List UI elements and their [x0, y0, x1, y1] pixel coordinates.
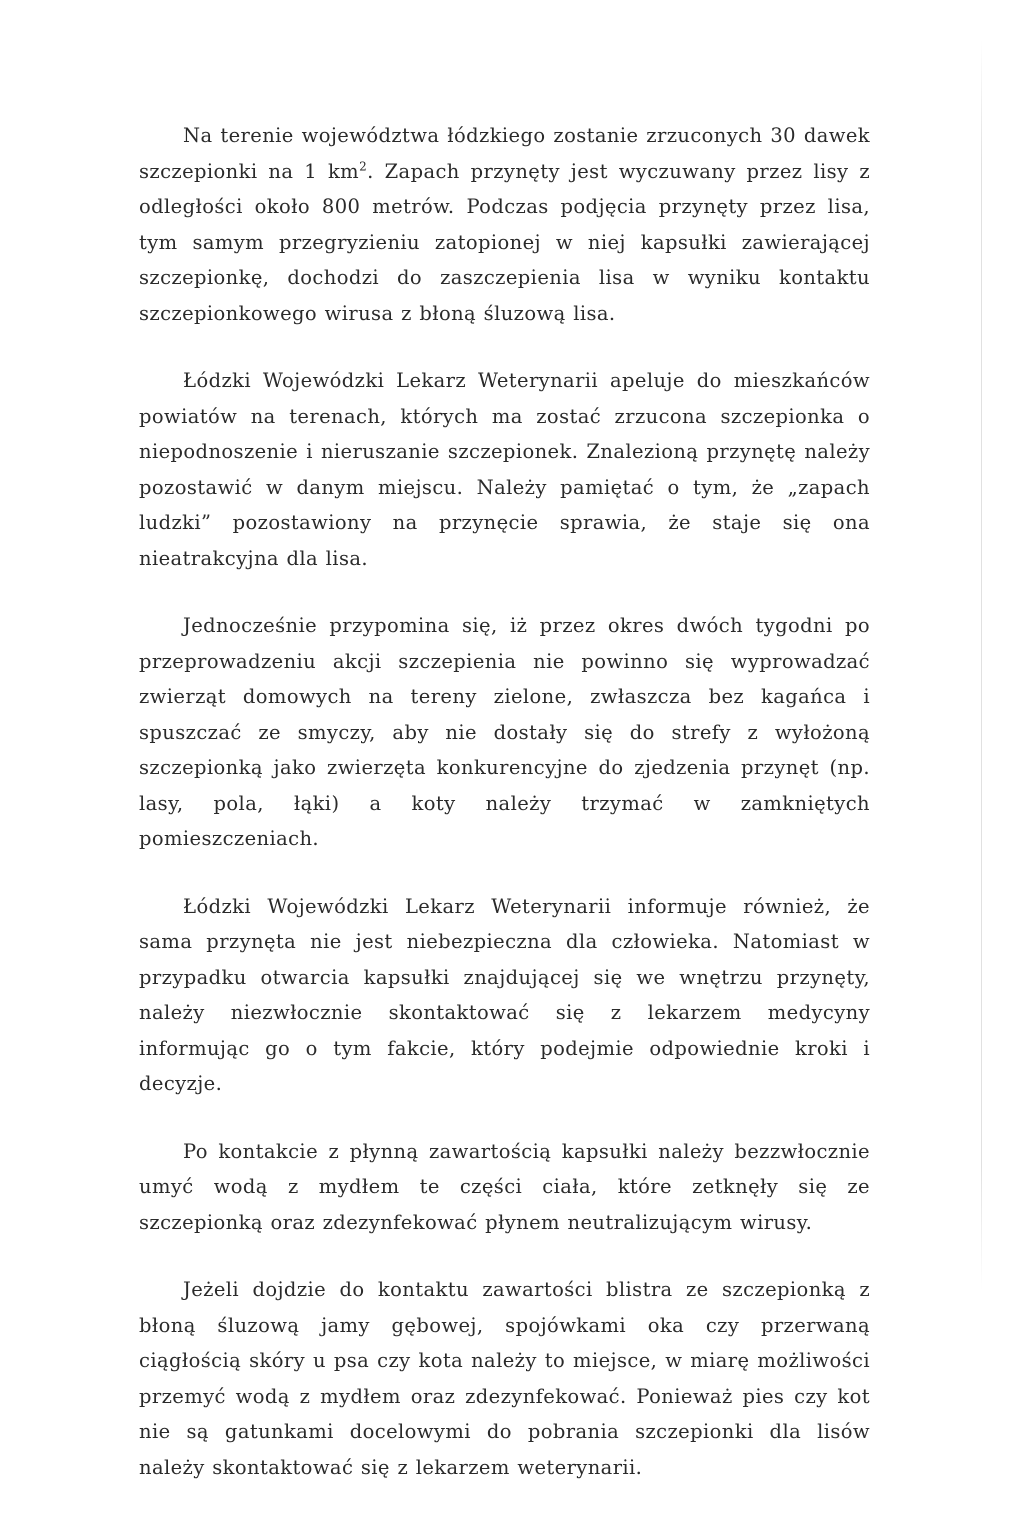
paragraph-1-text-start: Na terenie województwa łódzkiego zostanie zrzuconych 30 dawek szczepionki na 1 km	[139, 124, 870, 183]
paragraph-appeal-residents: Łódzki Wojewódzki Lekarz Weterynarii apeluje do mieszkańców powiatów na terenach, których ma zostać zrzucona szczepionka o niepodnoszenie i nieruszanie szczepionek. Znalezioną przynętę należy pozostawić w danym miejscu. Należy pamiętać o tym, że „zapach ludzki” pozostawiony na przynęcie sprawia, że staje się ona nieatrakcyjna dla lisa.	[139, 369, 870, 570]
paragraph-vaccine-drop	[139, 118, 870, 331]
document-body	[139, 118, 870, 1517]
paragraph-pets-restriction: Jednocześnie przypomina się, iż przez okres dwóch tygodni po przeprowadzeniu akcji szczepienia nie powinno się wyprowadzać zwierząt domowych na tereny zielone, zwłaszcza bez kagańca i spuszczać ze smyczy, aby nie dostały się do strefy z wyłożoną szczepionką jako zwierzęta konkurencyjne do zjedzenia przynęt (np. lasy, pola, łąki) a koty należy trzymać w zamkniętych pomieszczeniach.	[139, 614, 870, 850]
scan-edge-line	[981, 40, 982, 1290]
paragraph-contact-washing: Po kontakcie z płynną zawartością kapsułki należy bezzwłocznie umyć wodą z mydłem te części ciała, które zetknęły się ze szczepionką oraz zdezynfekować płynem neutralizującym wirusy.	[139, 1139, 870, 1234]
paragraph-1-text-end: . Zapach przynęty jest wyczuwany przez lisy z odległości około 800 metrów. Podczas podjęcia przynęty przez lisa, tym samym przegryzieniu zatopionej w niej kapsułki zawierającej szczepionkę, dochodzi do zaszczepienia lisa w wyniku kontaktu szczepionkowego wirusa z błoną śluzową lisa.	[139, 159, 870, 325]
superscript-exponent: 2	[359, 159, 368, 173]
paragraph-pet-contact: Jeżeli dojdzie do kontaktu zawartości blistra ze szczepionką z błoną śluzową jamy gębowej, spojówkami oka czy przerwaną ciągłością skóry u psa czy kota należy to miejsce, w miarę możliwości przemyć wodą z mydłem oraz zdezynfekować. Ponieważ pies czy kot nie są gatunkami docelowymi do pobrania szczepionki dla lisów należy skontaktować się z lekarzem weterynarii.	[139, 1278, 870, 1479]
paragraph-human-safety: Łódzki Wojewódzki Lekarz Weterynarii informuje również, że sama przynęta nie jest niebezpieczna dla człowieka. Natomiast w przypadku otwarcia kapsułki znajdującej się we wnętrzu przynęty, należy niezwłocznie skontaktować się z lekarzem medycyny informując go o tym fakcie, który podejmie odpowiednie kroki i decyzje.	[139, 894, 870, 1095]
